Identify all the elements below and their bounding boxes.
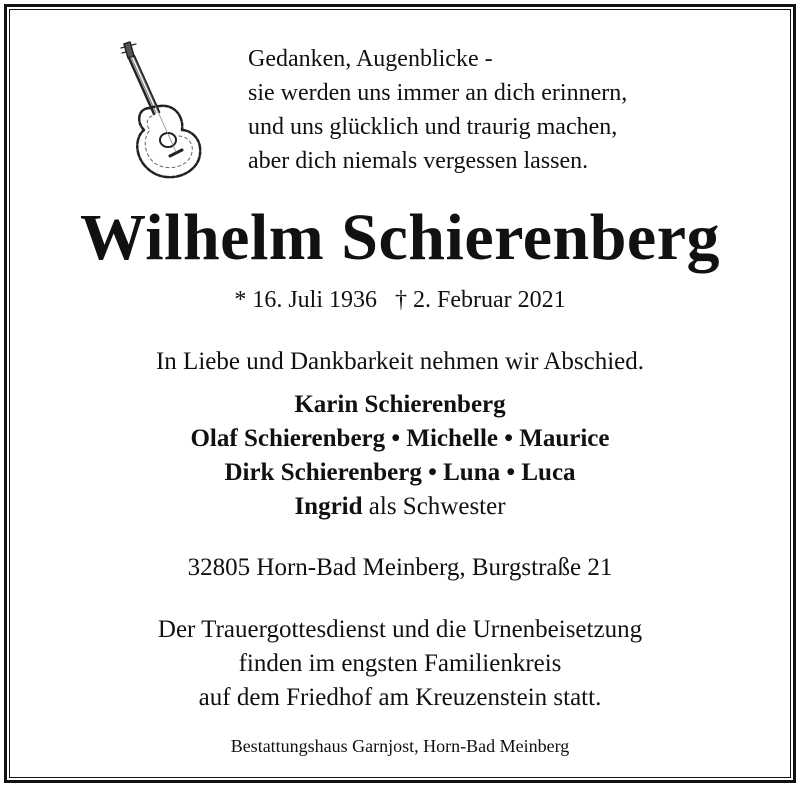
family-line: Olaf Schierenberg • Michelle • Maurice — [190, 425, 610, 452]
poem-line: aber dich niemals vergessen lassen. — [248, 148, 589, 174]
family-sister-relation: als Schwester — [368, 493, 506, 520]
farewell-text: In Liebe und Dankbarkeit nehmen wir Abschied. — [155, 348, 645, 375]
deceased-name: Wilhelm Schierenberg — [79, 201, 721, 274]
birth-date: 16. Juli 1936 — [252, 287, 378, 313]
service-line: Der Trauergottesdienst und die Urnenbeisetzung — [157, 616, 643, 643]
undertaker: Bestattungshaus Garnjost, Horn-Bad Meinberg — [230, 736, 570, 756]
poem-line: Gedanken, Augenblicke - — [248, 46, 493, 72]
family-line — [0, 490, 800, 524]
family-list — [0, 388, 800, 524]
service-line: finden im engsten Familienkreis — [238, 650, 562, 677]
poem-line: und uns glücklich und traurig machen, — [248, 114, 618, 140]
poem — [248, 42, 768, 178]
address: 32805 Horn-Bad Meinberg, Burgstraße 21 — [187, 554, 613, 581]
death-symbol: † — [395, 287, 408, 313]
family-sister-name: Ingrid — [294, 493, 363, 520]
death-date: 2. Februar 2021 — [413, 287, 566, 313]
family-line: Karin Schierenberg — [294, 391, 506, 418]
guitar-icon — [112, 38, 210, 184]
birth-symbol: * — [234, 287, 247, 313]
family-line: Dirk Schierenberg • Luna • Luca — [224, 459, 576, 486]
life-dates — [0, 285, 800, 315]
poem-line: sie werden uns immer an dich erinnern, — [248, 80, 628, 106]
service-line: auf dem Friedhof am Kreuzenstein statt. — [198, 684, 602, 711]
service-info — [0, 613, 800, 715]
